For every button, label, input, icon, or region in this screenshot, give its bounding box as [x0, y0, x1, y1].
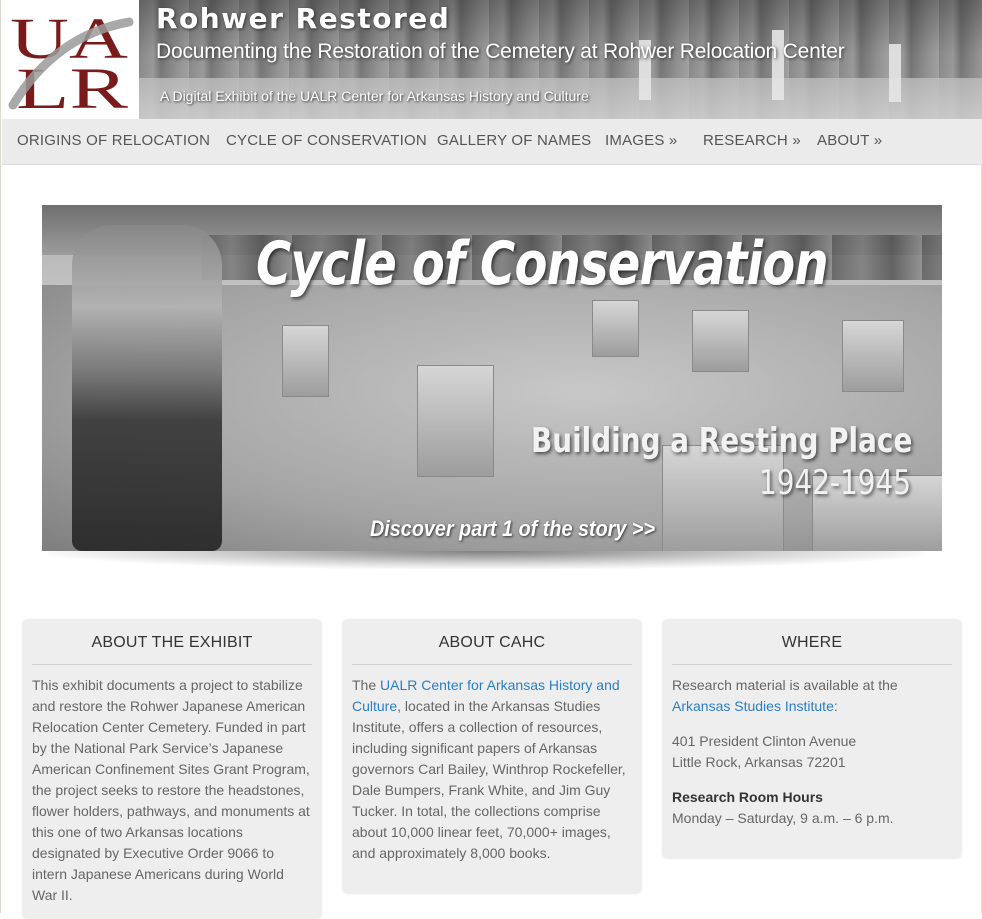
hero-slider[interactable] — [42, 205, 942, 551]
main-nav — [2, 119, 982, 165]
headstone — [692, 310, 749, 372]
svg-text:LR: LR — [16, 56, 129, 119]
headstone — [842, 320, 904, 392]
site-tagline: A Digital Exhibit of the UALR Center for Arkansas History and Culture — [160, 88, 589, 104]
hours-text: Monday – Saturday, 9 a.m. – 6 p.m. — [672, 810, 894, 826]
about-exhibit-text: This exhibit documents a project to stabilize and restore the Rohwer Japanese American Relocation Center Cemetery. Funded in part by the National Park Service’s Japanese American Confinement Sites Grant Program, the project seeks to restore the headstones, flower holders, pathways, and monuments at this one of two Arkansas locations designated by Executive Order 9066 to intern Japanese Americans during World War II. — [32, 677, 310, 903]
where-hours — [672, 787, 952, 829]
banner-post — [889, 44, 901, 102]
boy-figure — [72, 225, 222, 551]
about-exhibit-box — [22, 619, 322, 919]
nav-gallery-of-names[interactable]: GALLERY OF NAMES — [437, 132, 592, 149]
nav-cycle-of-conservation[interactable]: CYCLE OF CONSERVATION — [226, 132, 427, 149]
where-body — [662, 665, 962, 829]
nav-images[interactable]: IMAGES » — [605, 132, 678, 149]
site-header — [1, 0, 982, 119]
hero-title: Cycle of Conservation — [256, 229, 828, 299]
hero-years: 1942-1945 — [759, 463, 911, 503]
headstone — [282, 325, 329, 397]
where-title: WHERE — [672, 619, 952, 665]
about-cahc-box — [342, 619, 642, 894]
header-banner — [139, 0, 982, 119]
about-cahc-title: ABOUT CAHC — [352, 619, 632, 665]
cahc-link[interactable]: UALR Center for Arkansas History and Culture — [352, 677, 620, 714]
address-line2: Little Rock, Arkansas 72201 — [672, 754, 846, 770]
hero-discover-link[interactable]: Discover part 1 of the story >> — [370, 516, 656, 541]
hours-heading: Research Room Hours — [672, 789, 823, 805]
where-address — [672, 731, 952, 773]
cahc-text-after: , located in the Arkansas Studies Institute, offers a collection of resources, including significant papers of Arkansas governors Carl Bailey, Winthrop Rockefeller, Dale Bumpers, Frank White, and Jim Guy Tucker. In total, the collections comprise about 10,000 linear feet, 70,000+ images, and approximately 8,000 books. — [352, 698, 626, 861]
asi-link-suffix: : — [833, 698, 838, 714]
about-exhibit-body — [22, 665, 322, 906]
ualr-logo-mark — [1, 0, 139, 119]
where-intro — [672, 675, 952, 717]
asi-link[interactable]: Arkansas Studies Institute — [672, 698, 834, 714]
where-box — [662, 619, 962, 859]
address-line1: 401 President Clinton Avenue — [672, 733, 857, 749]
hero-subtitle: Building a Resting Place — [531, 421, 913, 461]
where-intro-text: Research material is available at the — [672, 677, 898, 693]
hero-shadow — [48, 551, 924, 569]
cahc-text-before: The — [352, 677, 381, 693]
ualr-logo[interactable] — [1, 0, 140, 119]
svg-text:UA: UA — [10, 6, 129, 71]
headstone — [592, 300, 639, 357]
headstone — [417, 365, 494, 477]
site-title[interactable]: Rohwer Restored — [156, 2, 451, 35]
about-cahc-body — [342, 665, 642, 864]
site-subtitle: Documenting the Restoration of the Cemetery at Rohwer Relocation Center — [156, 40, 845, 63]
nav-about[interactable]: ABOUT » — [817, 132, 883, 149]
nav-research[interactable]: RESEARCH » — [703, 132, 801, 149]
about-exhibit-title: ABOUT THE EXHIBIT — [32, 619, 312, 665]
hero-image[interactable] — [42, 205, 942, 551]
about-cahc-text — [352, 675, 632, 864]
nav-origins-of-relocation[interactable]: ORIGINS OF RELOCATION — [17, 132, 211, 149]
